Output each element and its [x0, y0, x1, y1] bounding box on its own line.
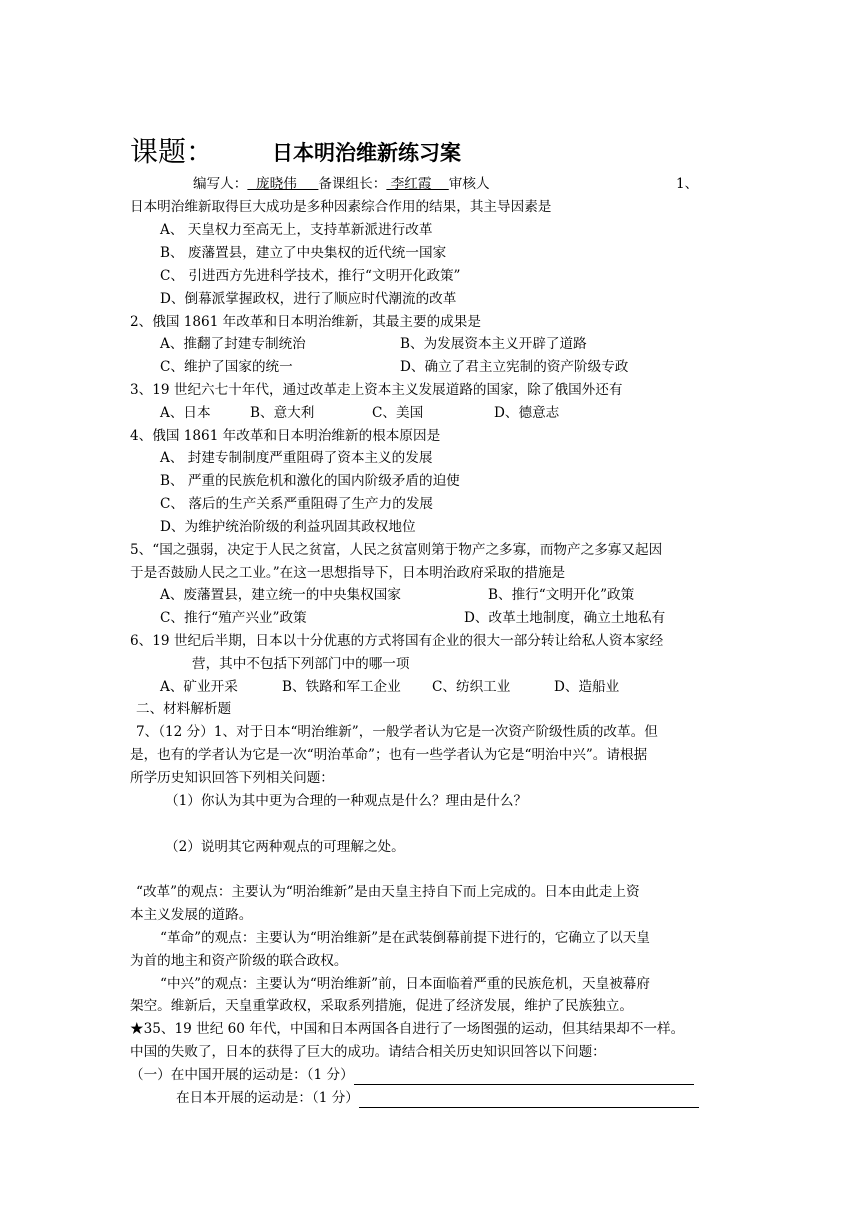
- reviewer-label: 审核人: [448, 176, 490, 192]
- option: A、废藩置县，建立统一的中央集权国家: [160, 587, 401, 603]
- question-stem: 2、俄国 1861 年改革和日本明治维新，其最主要的成果是: [130, 314, 481, 330]
- section-heading: 二、材料解析题: [136, 701, 232, 717]
- option: C、推行“殖产兴业”政策: [160, 610, 307, 626]
- option: D、为维护统治阶级的利益巩固其政权地位: [160, 519, 416, 535]
- writer-label: 编写人：: [193, 176, 248, 192]
- answer-blank[interactable]: [354, 1070, 694, 1085]
- answer-blank[interactable]: [359, 1093, 699, 1108]
- option: A、日本: [160, 405, 211, 421]
- answer-text: “革命”的观点：主要认为“明治维新”是在武装倒幕前提下进行的，它确立了以天皇: [160, 930, 650, 946]
- answer-text: 本主义发展的道路。: [130, 907, 253, 923]
- option: B、意大利: [250, 405, 315, 421]
- question-stem: 4、俄国 1861 年改革和日本明治维新的根本原因是: [130, 428, 441, 444]
- option: D、倒幕派掌握政权，进行了顺应时代潮流的改革: [160, 291, 457, 307]
- answer-text: “中兴”的观点：主要认为“明治维新”前，日本面临着严重的民族危机，天皇被幕府: [160, 976, 650, 992]
- leader-name: 李红霞: [386, 176, 449, 192]
- fill-in-prompt: 在日本开展的运动是：（1 分）: [176, 1090, 359, 1106]
- writer-name: 庞晓伟: [247, 176, 319, 192]
- question-stem: 3、19 世纪六七十年代，通过改革走上资本主义发展道路的国家，除了俄国外还有: [130, 382, 623, 398]
- question-stem: 7、（12 分）1、对于日本“明治维新”，一般学者认为它是一次资产阶级性质的改革。但: [136, 724, 658, 740]
- answer-text: 为首的地主和资产阶级的联合政权。: [130, 953, 348, 969]
- question-stem: 5、“国之强弱，决定于人民之贫富，人民之贫富则第于物产之多寡，而物产之多寡又起因: [130, 542, 663, 558]
- sub-question: （1）你认为其中更为合理的一种观点是什么？理由是什么？: [165, 793, 528, 809]
- question-stem: 是，也有的学者认为它是一次“明治革命”；也有一些学者认为它是“明治中兴”。请根据: [130, 747, 648, 763]
- fill-in-prompt: （一）在中国开展的运动是：（1 分）: [130, 1067, 354, 1083]
- answer-text: 架空。维新后，天皇重掌政权，采取系列措施，促进了经济发展，维护了民族独立。: [130, 998, 633, 1014]
- option: B、 严重的民族危机和激化的国内阶级矛盾的迫使: [160, 473, 460, 489]
- question-stem: 营，其中不包括下列部门中的哪一项: [192, 656, 410, 672]
- question-stem: ★35、19 世纪 60 年代，中国和日本两国各自进行了一场图强的运动，但其结果却不一样。: [130, 1021, 685, 1037]
- option: B、为发展资本主义开辟了道路: [400, 336, 587, 352]
- leader-label: 备课组长：: [318, 176, 387, 192]
- option: C、 落后的生产关系严重阻碍了生产力的发展: [160, 496, 434, 512]
- option: C、维护了国家的统一: [160, 359, 293, 375]
- option: A、矿业开采: [160, 679, 238, 695]
- option: A、 封建专制制度严重阻碍了资本主义的发展: [160, 450, 433, 466]
- question-stem: 中国的失败了，日本的获得了巨大的成功。请结合相关历史知识回答以下问题：: [130, 1044, 606, 1060]
- fill-in-line: [176, 1088, 699, 1108]
- question-stem: 日本明治维新取得巨大成功是多种因素综合作用的结果，其主导因素是: [130, 199, 552, 215]
- option: D、改革土地制度，确立土地私有: [464, 610, 666, 626]
- page-title: 日本明治维新练习案: [272, 140, 461, 165]
- option: B、 废藩置县，建立了中央集权的近代统一国家: [160, 245, 447, 261]
- question-stem: 所学历史知识回答下列相关问题：: [130, 770, 334, 786]
- option: C、 引进西方先进科学技术，推行“文明开化政策”: [160, 268, 461, 284]
- answer-text: “改革”的观点：主要认为“明治维新”是由天皇主持自下而上完成的。日本由此走上资: [136, 884, 640, 900]
- option: D、造船业: [554, 679, 620, 695]
- title-label: 课题：: [130, 135, 215, 168]
- option: B、推行“文明开化”政策: [488, 587, 635, 603]
- question-number: 1、: [676, 176, 699, 192]
- option: B、铁路和军工企业: [282, 679, 401, 695]
- option: A、推翻了封建专制统治: [160, 336, 306, 352]
- option: D、确立了君主立宪制的资产阶级专政: [400, 359, 629, 375]
- option: C、纺织工业: [432, 679, 511, 695]
- sub-question: （2）说明其它两种观点的可理解之处。: [165, 839, 405, 855]
- option: A、 天皇权力至高无上，支持革新派进行改革: [160, 222, 433, 238]
- option: C、美国: [372, 405, 424, 421]
- option: D、德意志: [494, 405, 560, 421]
- fill-in-line: [130, 1065, 694, 1085]
- question-stem: 6、19 世纪后半期，日本以十分优惠的方式将国有企业的很大一部分转让给私人资本家经: [130, 633, 664, 649]
- question-stem: 于是否鼓励人民之工业。”在这一思想指导下，日本明治政府采取的措施是: [130, 565, 566, 581]
- author-line: [193, 174, 490, 194]
